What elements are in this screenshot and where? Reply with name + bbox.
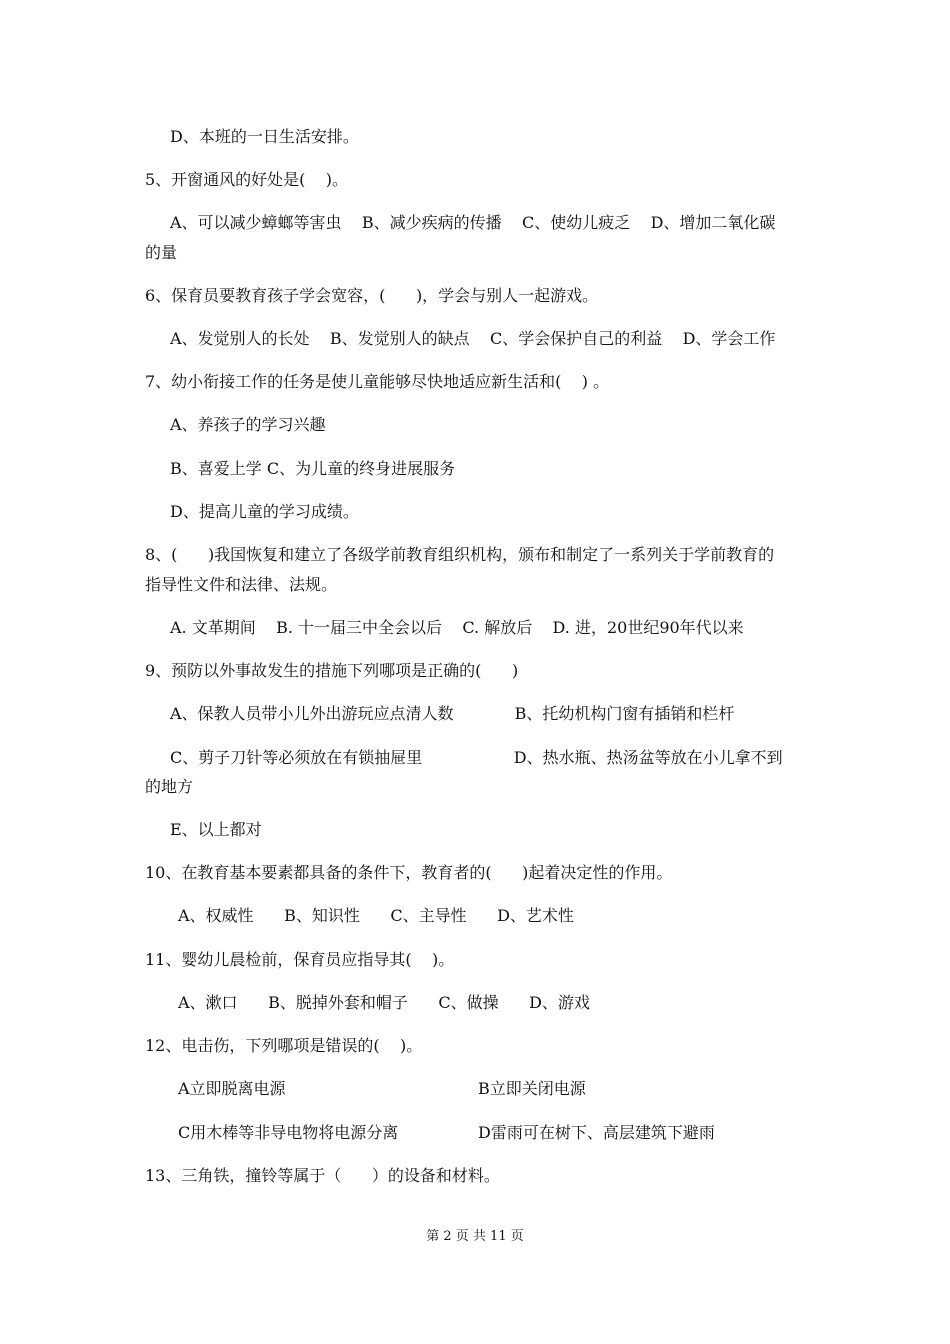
option-d-q4: D、本班的一日生活安排。: [170, 127, 359, 146]
options-ab-q9: A、保教人员带小儿外出游玩应点清人数 B、托幼机构门窗有插销和栏杆: [170, 704, 735, 723]
question-9: 9、预防以外事故发生的措施下列哪项是正确的( ): [145, 661, 519, 680]
question-10: 10、在教育基本要素都具备的条件下，教育者的( )起着决定性的作用。: [145, 863, 673, 882]
options-q5-cont: 的量: [145, 243, 178, 262]
question-8-cont: 指导性文件和法律、法规。: [145, 575, 338, 594]
options-q10: A、权威性 B、知识性 C、主导性 D、艺术性: [178, 906, 574, 925]
option-a-q7: A、养孩子的学习兴趣: [170, 415, 326, 434]
question-7: 7、幼小衔接工作的任务是使儿童能够尽快地适应新生活和( ) 。: [145, 372, 610, 391]
option-d-q7: D、提高儿童的学习成绩。: [170, 502, 359, 521]
options-cd-q9-cont: 的地方: [145, 777, 194, 796]
question-12: 12、电击伤，下列哪项是错误的( )。: [145, 1036, 423, 1055]
options-q11: A、漱口 B、脱掉外套和帽子 C、做操 D、游戏: [178, 993, 590, 1012]
question-6: 6、保育员要教育孩子学会宽容，( )，学会与别人一起游戏。: [145, 286, 599, 305]
option-a-q12: A立即脱离电源: [178, 1079, 286, 1098]
question-5: 5、开窗通风的好处是( )。: [145, 170, 349, 189]
option-d-q12: D雷雨可在树下、高层建筑下避雨: [478, 1123, 715, 1142]
option-c-q12: C用木棒等非导电物将电源分离: [178, 1123, 399, 1142]
option-bc-q7: B、喜爱上学 C、为儿童的终身进展服务: [170, 459, 456, 478]
question-8: 8、( )我国恢复和建立了各级学前教育组织机构，颁布和制定了一系列关于学前教育的: [145, 545, 775, 564]
options-q6: A、发觉别人的长处 B、发觉别人的缺点 C、学会保护自己的利益 D、学会工作: [170, 329, 776, 348]
option-e-q9: E、以上都对: [170, 820, 262, 839]
question-11: 11、婴幼儿晨检前，保育员应指导其( )。: [145, 950, 455, 969]
option-b-q12: B立即关闭电源: [478, 1079, 586, 1098]
options-q5: A、可以减少蟑螂等害虫 B、减少疾病的传播 C、使幼儿疲乏 D、增加二氧化碳: [170, 213, 776, 232]
options-cd-q9: C、剪子刀针等必须放在有锁抽屉里 D、热水瓶、热汤盆等放在小儿拿不到: [170, 748, 783, 767]
page-footer: 第 2 页 共 11 页: [426, 1229, 524, 1244]
question-13: 13、三角铁，撞铃等属于（ ）的设备和材料。: [145, 1166, 500, 1185]
options-q8: A. 文革期间 B. 十一届三中全会以后 C. 解放后 D. 进，20世纪90年代以来: [170, 618, 744, 637]
